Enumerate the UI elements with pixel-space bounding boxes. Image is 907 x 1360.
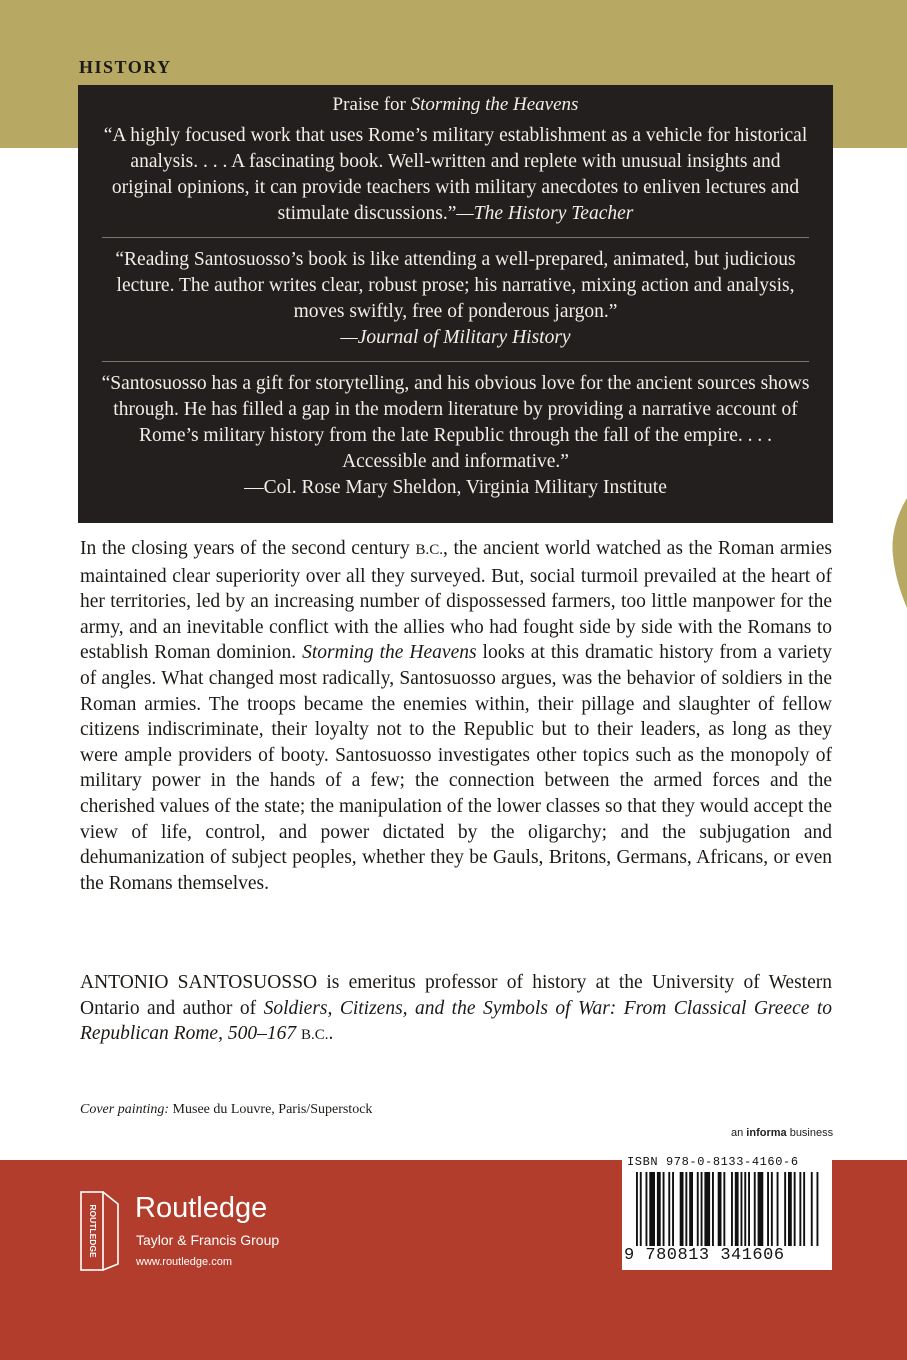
barcode-icon (636, 1172, 820, 1246)
praise-title-book: Storming the Heavens (410, 94, 579, 115)
quote-text: “Santosuosso has a gift for storytelling, and his obvious love for the ancient sources shows through. He has filled a gap in the modern literature by providing a narrative account of Rome’s military history from the late Republic through the fall of the empire. . . . Accessible and informative.” (101, 373, 810, 472)
quote-attribution: —The History Teacher (456, 203, 634, 224)
bio-book-title: Soldiers, Citizens, and the Symbols of War: From Classical Greece to Republican Rome, 500–167 (80, 997, 832, 1045)
quote-divider (102, 361, 809, 362)
author-bio: ANTONIO SANTOSUOSSO is emeritus professor of history at the University of Western Ontario and author of Soldiers, Citizens, and the Symbols of War: From Classical Greece to Republican Rome, 500–167 B.C.. (80, 972, 832, 1045)
bio-text: is emeritus professor of history at the University of Western Ontario and author of (80, 972, 832, 1019)
praise-title (98, 93, 813, 117)
informa-tagline (731, 1127, 833, 1139)
praise-quote-2 (98, 247, 813, 351)
blurb-text: , the ancient world watched as the Roman armies maintained clear superiority over all they surveyed. But, social turmoil prevailed at the heart of her territories, led by an increasing number of dispossessed farmers, too little manpower for the army, and an inevitable conflict with the allies who had fought side by side with the Romans to establish Roman dominion. (80, 538, 832, 664)
logo-spine-text: ROUTLEDGE (87, 1204, 98, 1258)
publisher-name: Routledge (135, 1192, 268, 1224)
blurb-text: In the closing years of the second century (80, 538, 416, 559)
publisher-url: www.routledge.com (136, 1256, 232, 1268)
cover-edge-shape (891, 498, 907, 608)
quote-text: “Reading Santosuosso’s book is like attending a well-prepared, animated, but judicious lecture. The author writes clear, robust prose; his narrative, mixing action and analysis, moves swiftly, free of ponderous jargon.” (115, 249, 796, 322)
quote-divider (102, 237, 809, 238)
credit-text: Musee du Louvre, Paris/Superstock (169, 1102, 373, 1117)
praise-box (78, 85, 833, 523)
informa-suffix: business (786, 1127, 834, 1139)
quote-attribution: —Journal of Military History (340, 327, 571, 348)
praise-title-prefix: Praise for (332, 94, 411, 115)
informa-prefix: an (731, 1127, 747, 1139)
author-name: ANTONIO SANTOSUOSSO (80, 972, 318, 993)
blurb-text: looks at this dramatic history from a variety of angles. What changed most radically, Santosuosso argues, was the behavior of soldiers in the Roman armies. The troops became the enemies within, their pillage and slaughter of fellow citizens indiscriminate, their loyalty not to the Republic but to their leaders, as long as they were ample providers of booty. Santosuosso investigates other topics such as the monopoly of military power in the hands of a few; the connection between the armed forces and the cherished values of the state; the manipulation of the lower classes so that they would accept the view of life, control, and power dictated by the oligarchy; and the subjugation and dehumanization of subject peoples, whether they be Gauls, Britons, Germans, Africans, or even the Romans themselves. (80, 642, 832, 894)
quote-text: “A highly focused work that uses Rome’s military establishment as a vehicle for historical analysis. . . . A fascinating book. Well-written and replete with unusual insights and original opinions, it can provide teachers with military anecdotes to enliven lectures and stimulate discussions.” (103, 125, 808, 224)
publisher-group: Taylor & Francis Group (136, 1232, 280, 1248)
routledge-logo-icon (78, 1190, 122, 1272)
barcode-digits: 9 780813 341606 (624, 1246, 785, 1265)
description-paragraph (80, 536, 832, 896)
blurb-era: B.C. (415, 542, 443, 558)
quote-attribution: —Col. Rose Mary Sheldon, Virginia Military Institute (244, 477, 667, 498)
isbn-text: ISBN 978-0-8133-4160-6 (627, 1155, 799, 1169)
cover-credit (80, 1102, 372, 1118)
blurb-book-title: Storming the Heavens (302, 642, 477, 664)
credit-label: Cover painting: (80, 1102, 170, 1117)
praise-quote-1 (98, 123, 813, 227)
bio-era: B.C. (300, 1027, 329, 1044)
category-label: HISTORY (79, 57, 172, 77)
informa-brand: informa (746, 1127, 787, 1139)
barcode-area (622, 1153, 832, 1270)
praise-quote-3 (98, 371, 813, 501)
